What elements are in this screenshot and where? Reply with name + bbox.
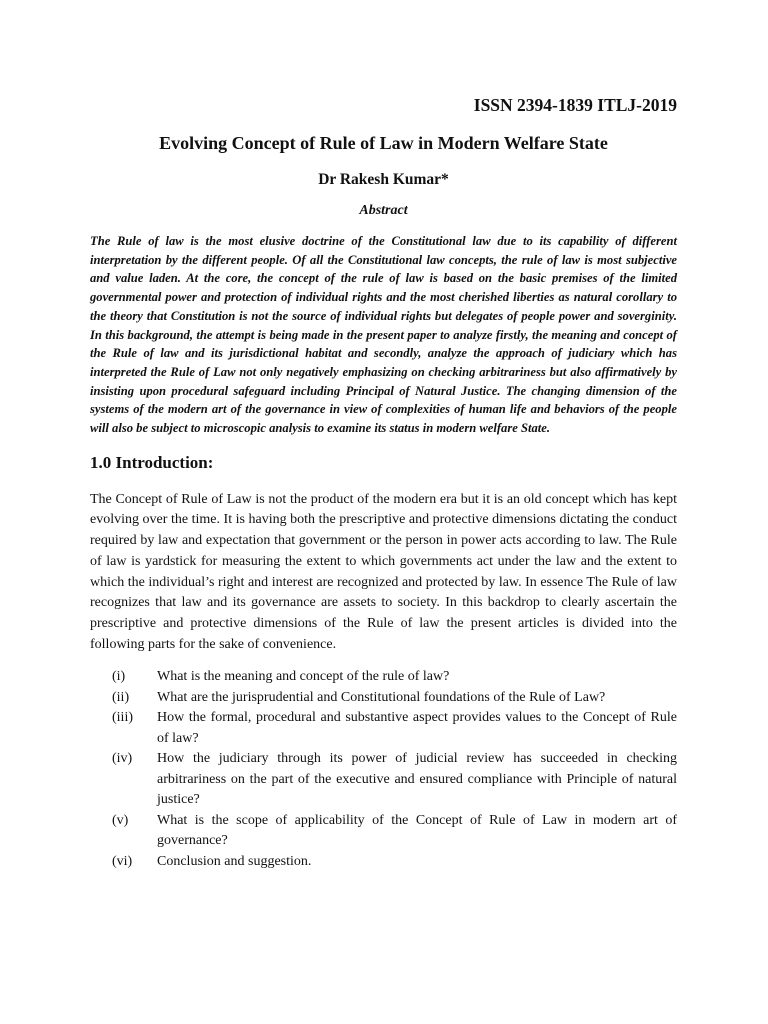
list-item-number: (ii) [112, 689, 130, 705]
abstract-text: The Rule of law is the most elusive doctrine of the Constitutional law due to its capability of different interpretation by the different people. Of all the Constitutional law concepts, the rule of law is most subjective and value laden. At the core, the concept of the rule of law is based on the basic premises of the limited governmental power and protection of individual rights and the most cherished liberties as natural corollary to the theory that Constitution is not the source of individual rights but delegates of people power and soverginity. In this background, the attempt is being made in the present paper to analyze firstly, the meaning and concept of the Rule of law and its jurisdictional habitat and secondly, analyze the approach of judiciary which has interpreted the Rule of Law not only negatively emphasizing on checking arbitrariness but also affirmatively by insisting upon procedural safeguard including Principal of Natural Justice. The changing dimension of the systems of the modern art of the governance in view of complexities of human life and behaviors of the people will also be subject to microscopic analysis to examine its status in modern welfare State. [90, 234, 677, 436]
list-item-number: (v) [112, 812, 129, 828]
list-item [90, 749, 677, 811]
list-item-text: How the judiciary through its power of judicial review has succeeded in checking arbitrariness on the part of the executive and ensured compliance with Principle of natural justice? [157, 751, 677, 808]
list-item-text: What is the meaning and concept of the rule of law? [157, 669, 450, 685]
list-item-text: How the formal, procedural and substantive aspect provides values to the Concept of Rule of law? [157, 710, 677, 746]
paper-page [90, 94, 677, 872]
list-item [90, 708, 677, 749]
list-item [90, 667, 677, 688]
introduction-paragraph: The Concept of Rule of Law is not the product of the modern era but it is an old concept which has kept evolving over the time. It is having both the prescriptive and protective dimensions dictating the conduct required by law and expectation that government or the person in power acts according to law. The Rule of law is yardstick for measuring the extent to which governments act under the law and the extent to which the individual’s right and interest are recognized and protected by law. In essence The Rule of law recognizes that law and its governance are assets to society. In this backdrop to clearly ascertain the prescriptive and protective dimensions of the Rule of law the present articles is divided into the following parts for the sake of convenience. [90, 491, 677, 652]
introduction-heading: 1.0 Introduction: [90, 452, 214, 472]
list-item-number: (iii) [112, 710, 133, 726]
list-item [90, 688, 677, 709]
abstract-heading: Abstract [359, 203, 408, 218]
list-item-number: (vi) [112, 853, 133, 869]
article-parts-list [90, 667, 677, 872]
paper-title: Evolving Concept of Rule of Law in Modern Welfare State [159, 133, 608, 153]
list-item [90, 811, 677, 852]
list-item-number: (iv) [112, 751, 133, 767]
author-name: Dr Rakesh Kumar* [318, 171, 449, 188]
list-item [90, 852, 677, 873]
issn-header: ISSN 2394-1839 ITLJ-2019 [473, 95, 677, 115]
list-item-number: (i) [112, 669, 126, 685]
list-item-text: What are the jurisprudential and Constitutional foundations of the Rule of Law? [157, 689, 606, 705]
list-item-text: What is the scope of applicability of the Concept of Rule of Law in modern art of governance? [157, 812, 677, 849]
list-item-text: Conclusion and suggestion. [157, 853, 312, 869]
